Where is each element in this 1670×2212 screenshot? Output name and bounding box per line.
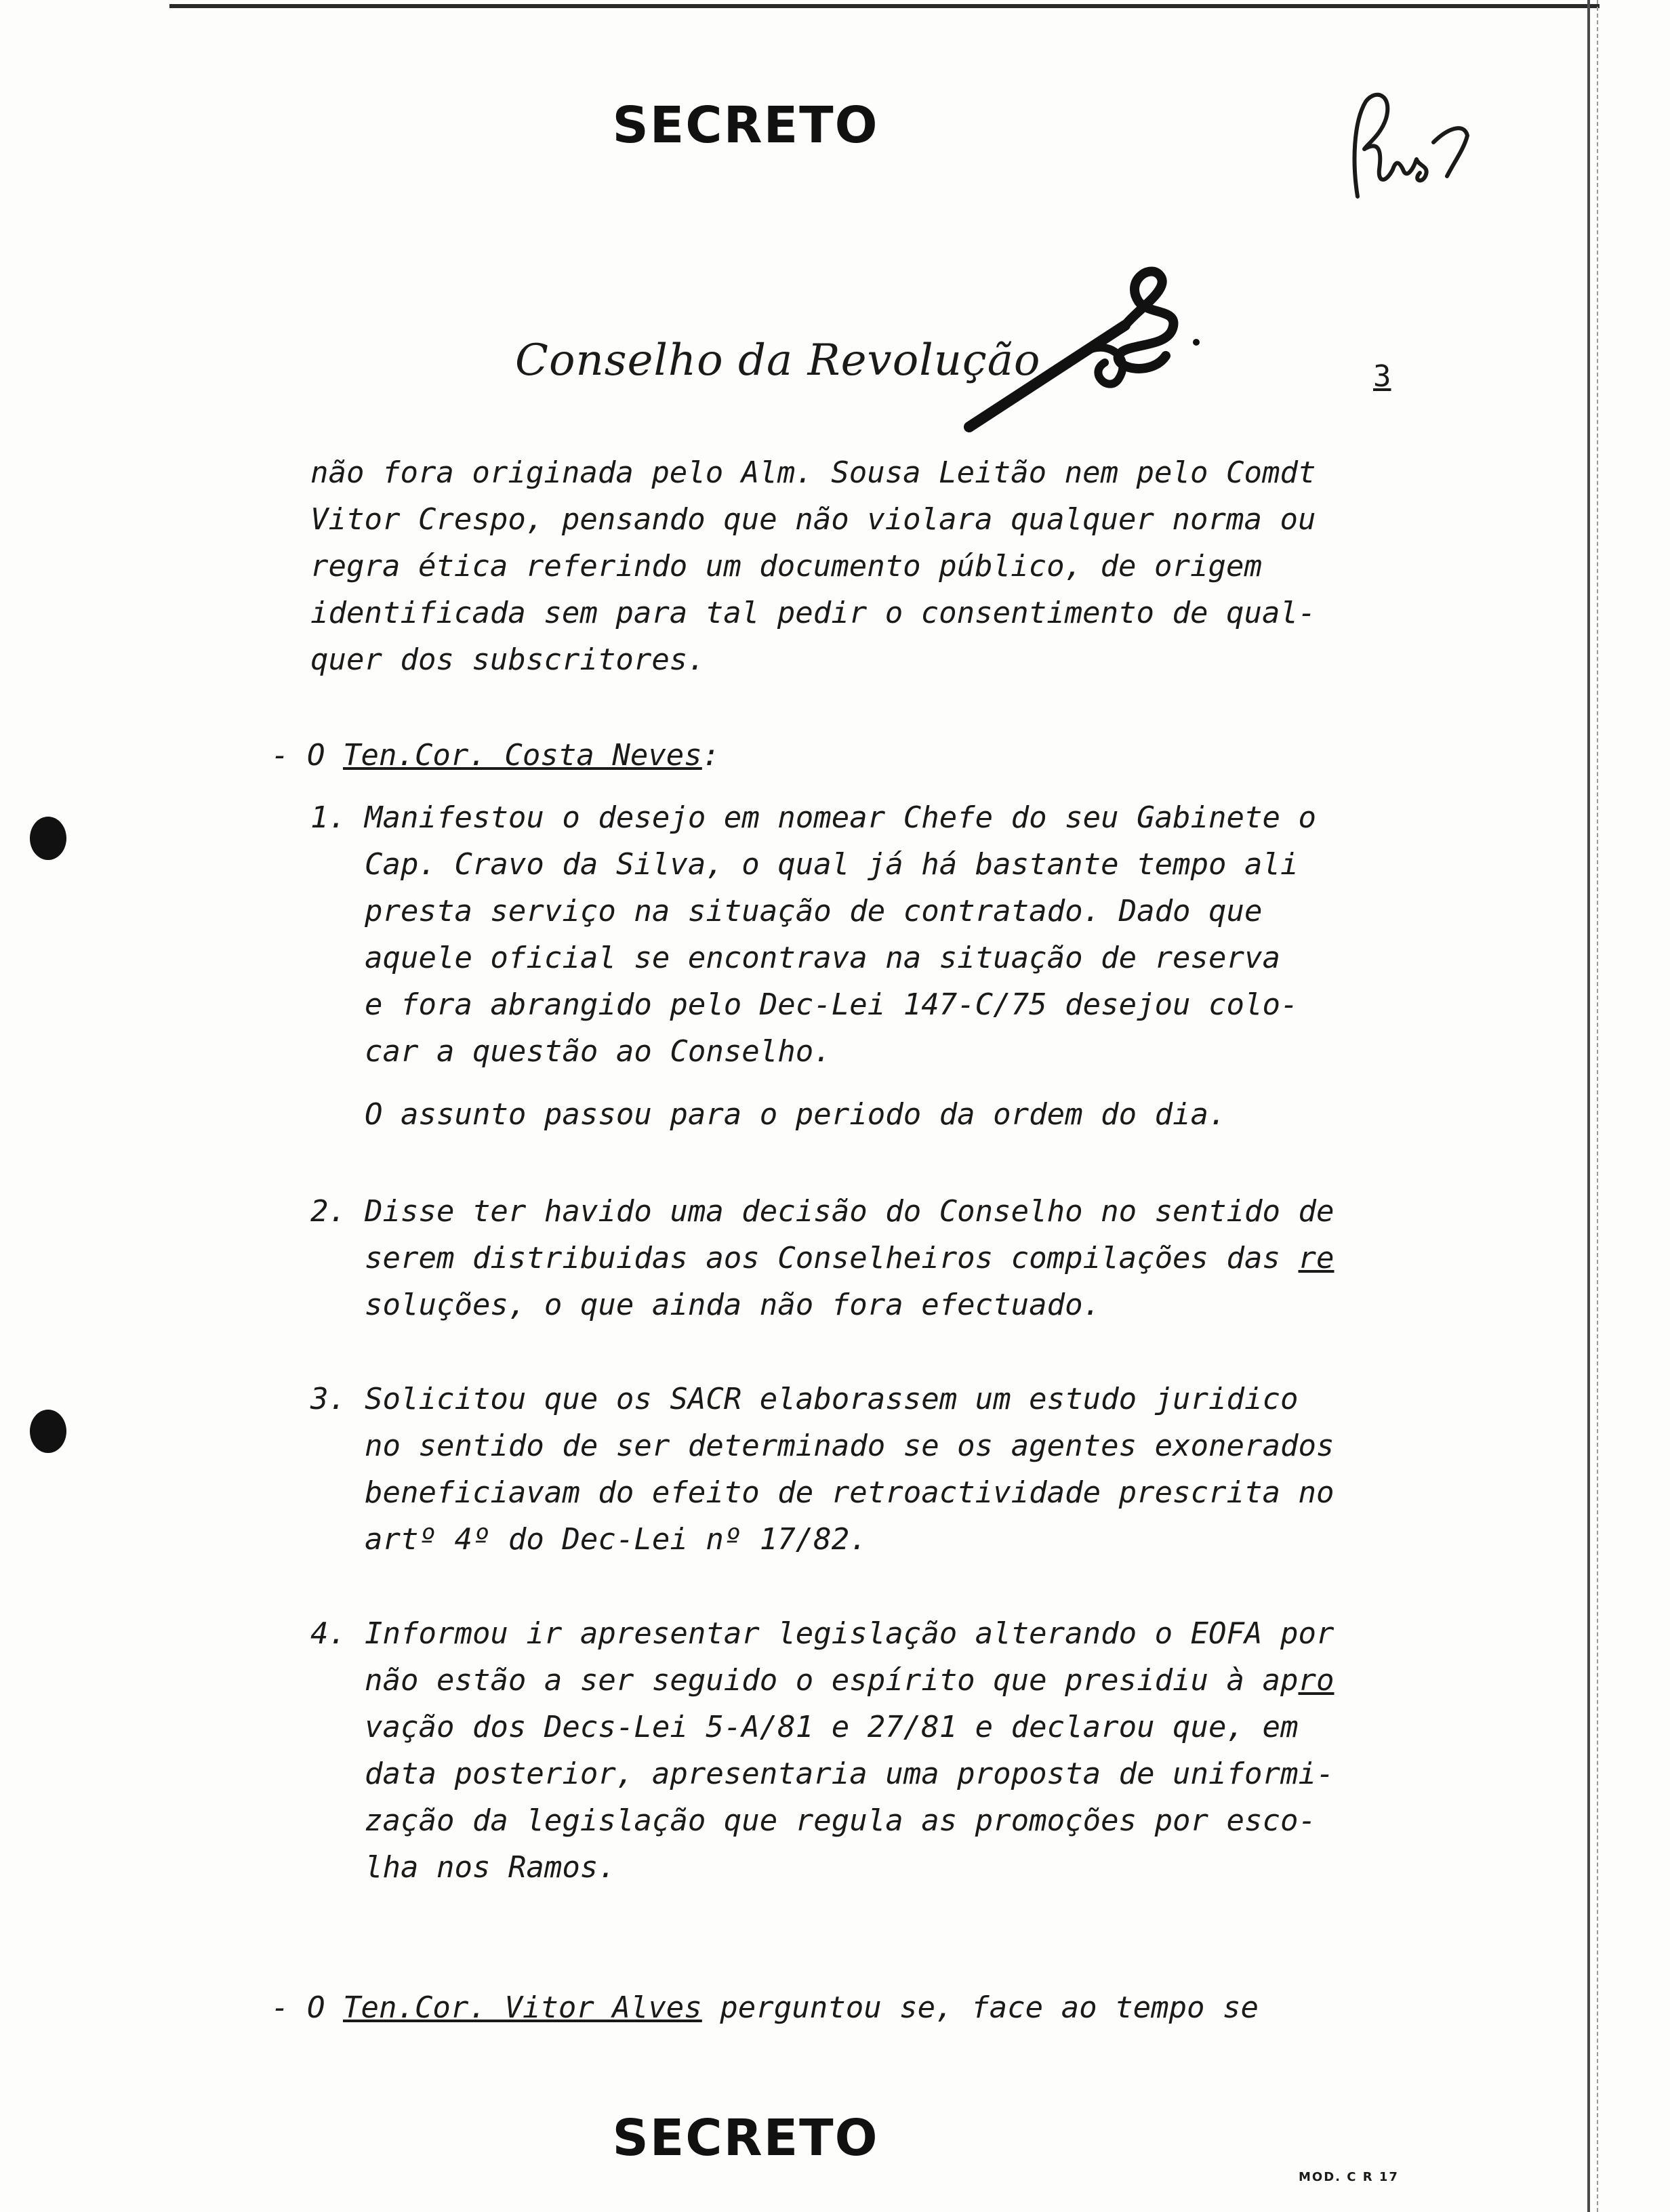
paragraph-line: identificada sem para tal pedir o consentimento de qual- — [310, 596, 1316, 630]
item-line: zação da legislação que regula as promoções por esco- — [365, 1803, 1316, 1838]
section-heading-costa-neves — [271, 732, 720, 779]
scan-edge-top — [169, 4, 1600, 8]
paragraph-text: perguntou se, face ao tempo se — [701, 1990, 1259, 2025]
item-line-hyphenated: re — [1298, 1241, 1335, 1275]
item-line: soluções, o que ainda não fora efectuado. — [365, 1288, 1101, 1322]
item-line — [365, 1657, 1334, 1704]
item-line: e fora abrangido pelo Dec-Lei 147-C/75 desejou colo- — [365, 987, 1299, 1022]
list-dash: - O — [271, 738, 325, 773]
item-line-text: não estão a ser seguido o espírito que presidiu à ap — [365, 1663, 1299, 1698]
item-line: Manifestou o desejo em nomear Chefe do seu Gabinete o — [365, 800, 1316, 835]
item-note: O assunto passou para o periodo da ordem do dia. — [365, 1097, 1227, 1132]
item-line: Solicitou que os SACR elaborassem um estudo juridico — [365, 1382, 1299, 1416]
speaker-name: Ten.Cor. Costa Neves — [342, 738, 702, 773]
paragraph-line: quer dos subscritores. — [310, 642, 706, 677]
item-line: Cap. Cravo da Silva, o qual já há bastante tempo ali — [365, 847, 1299, 882]
item-line — [365, 1235, 1334, 1282]
form-model-code: MOD. C R 17 — [1299, 2170, 1399, 2184]
scan-edge-right-dashed — [1597, 0, 1600, 2212]
list-dash: - O — [271, 1990, 325, 2025]
classification-footer: SECRETO — [612, 2109, 879, 2167]
paragraph-line: não fora originada pelo Alm. Sousa Leitão nem pelo Comdt — [310, 455, 1316, 490]
item-line: artº 4º do Dec-Lei nº 17/82. — [365, 1522, 868, 1557]
item-line: aquele oficial se encontrava na situação de reserva — [365, 941, 1281, 975]
page-number: 3 — [1373, 359, 1391, 394]
item-line-hyphenated: ro — [1298, 1663, 1335, 1698]
item-line-text: serem distribuidas aos Conselheiros compilações das — [365, 1241, 1299, 1275]
scan-edge-right — [1587, 0, 1590, 2212]
paragraph-line: Vitor Crespo, pensando que não violara qualquer norma ou — [310, 502, 1316, 537]
paragraph-line: regra ética referindo um documento público, de origem — [310, 549, 1262, 583]
list-item-number: 2. — [310, 1194, 346, 1229]
item-line: no sentido de ser determinado se os agentes exonerados — [365, 1429, 1335, 1463]
punch-hole-lower — [30, 1410, 66, 1453]
item-line: Disse ter havido uma decisão do Conselho no sentido de — [365, 1194, 1335, 1229]
item-line: lha nos Ramos. — [365, 1850, 616, 1885]
item-line: presta serviço na situação de contratado. Dado que — [365, 894, 1263, 928]
heading-colon: : — [701, 738, 720, 773]
item-line: vação dos Decs-Lei 5-A/81 e 27/81 e declarou que, em — [365, 1710, 1299, 1744]
speaker-name: Ten.Cor. Vitor Alves — [342, 1990, 702, 2025]
item-line: Informou ir apresentar legislação alterando o EOFA por — [365, 1616, 1335, 1651]
item-line: car a questão ao Conselho. — [365, 1034, 832, 1069]
item-line: data posterior, apresentaria uma proposta de uniformi- — [365, 1757, 1335, 1791]
list-item-number: 1. — [310, 800, 346, 835]
list-item-number: 4. — [310, 1616, 346, 1651]
item-line: beneficiavam do efeito de retroactividade prescrita no — [365, 1475, 1335, 1510]
handwritten-initials — [1345, 81, 1481, 210]
letterhead-title: Conselho da Revolução — [515, 335, 1041, 386]
classification-header: SECRETO — [612, 96, 879, 155]
signature-flourish — [956, 261, 1220, 437]
section-heading-vitor-alves — [271, 1984, 1259, 2031]
list-item-number: 3. — [310, 1382, 346, 1416]
punch-hole-upper — [30, 817, 66, 860]
